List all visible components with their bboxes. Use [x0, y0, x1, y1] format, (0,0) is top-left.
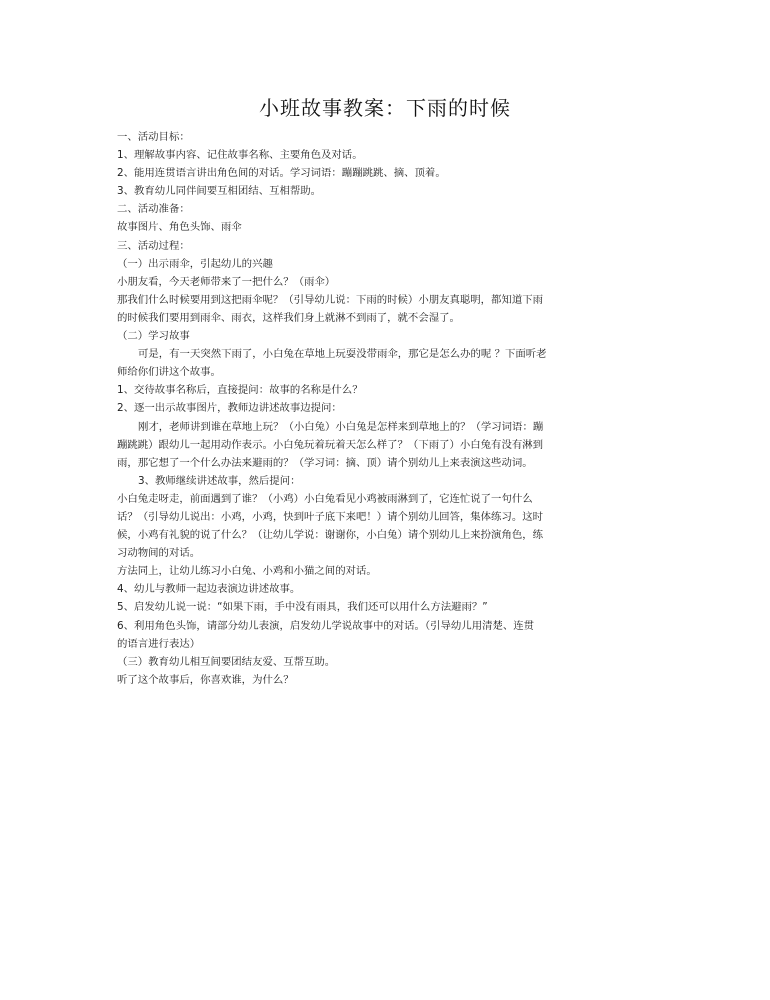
text-line: 3、教育幼儿同伴间要互相团结、互相帮助。	[117, 185, 322, 198]
text-line: 刚才，老师讲到谁在草地上玩？（小白兔）小白兔是怎样来到草地上的？（学习词语：蹦	[138, 420, 544, 433]
text-line: 可是，有一天突然下雨了，小白兔在草地上玩耍没带雨伞，那它是怎么办的呢 ？下面听老	[138, 348, 547, 361]
text-line: 那我们什么时候要用到这把雨伞呢？（引导幼儿说：下雨的时候）小朋友真聪明，都知道下雨	[117, 293, 544, 306]
text-line: 4、幼儿与教师一起边表演边讲述故事。	[117, 583, 301, 596]
text-line: 蹦跳跳）跟幼儿一起用动作表示。小白兔玩着玩着天怎么样了？（下雨了）小白兔有没有淋到	[117, 438, 544, 451]
text-line: 师给你们讲这个故事。	[117, 366, 221, 379]
text-line: 小朋友看，今天老师带来了一把什么？（雨伞）	[117, 275, 336, 288]
text-line: （三）教育幼儿相互间要团结友爱、互帮互助。	[117, 655, 336, 668]
text-line: 6、利用角色头饰，请部分幼儿表演，启发幼儿学说故事中的对话。（引导幼儿用清楚、连贯	[117, 619, 535, 632]
text-line: 3、教师继续讲述故事，然后提问：	[138, 474, 301, 487]
text-line: 一、活动目标：	[117, 131, 190, 143]
document-body	[117, 128, 653, 689]
text-line: 二、活动准备：	[117, 203, 190, 216]
text-line: 雨，那它想了一个什么办法来避雨的？（学习词：摘、顶）请个别幼儿上来表演这些动词。	[117, 456, 533, 469]
text-line: 2、能用连贯语言讲出角色间的对话。学习词语：蹦蹦跳跳、摘、顶着。	[117, 167, 446, 180]
text-line: 三、活动过程：	[117, 239, 190, 252]
text-line: 话？（引导幼儿说出：小鸡，小鸡，快到叶子底下来吧！）请个别幼儿回答，集体练习。这时	[117, 510, 544, 523]
text-line: 习动物间的对话。	[117, 547, 201, 560]
text-line: 听了这个故事后，你喜欢谁，为什么？	[117, 673, 294, 686]
text-line: 2、逐一出示故事图片，教师边讲述故事边提问：	[117, 402, 342, 415]
text-line: 1、交待故事名称后，直接提问：故事的名称是什么？	[117, 384, 363, 397]
text-line: （二）学习故事	[117, 330, 190, 343]
text-line: 小白兔走呀走，前面遇到了谁？（小鸡）小白兔看见小鸡被雨淋到了，它连忙说了一句什么	[117, 492, 533, 505]
text-line: （一）出示雨伞，引起幼儿的兴趣	[117, 257, 273, 270]
text-line: 方法同上，让幼儿练习小白兔、小鸡和小猫之间的对话。	[117, 565, 377, 578]
document-title: 小班故事教案：下雨的时候	[259, 96, 511, 120]
text-line: 的时候我们要用到雨伞、雨衣，这样我们身上就淋不到雨了，就不会湿了。	[117, 311, 460, 324]
text-line: 1、理解故事内容、记住故事名称、主要角色及对话。	[117, 149, 363, 162]
text-line: 候，小鸡有礼貌的说了什么？（让幼儿学说：谢谢你，小白兔）请个别幼儿上来扮演角色，练	[117, 529, 544, 542]
text-line: 5、启发幼儿说一说：“如果下雨，手中没有雨具，我们还可以用什么方法避雨？”	[117, 601, 488, 614]
text-line: 故事图片、角色头饰、雨伞	[117, 221, 242, 234]
text-line: 的语言进行表达）	[117, 637, 201, 650]
